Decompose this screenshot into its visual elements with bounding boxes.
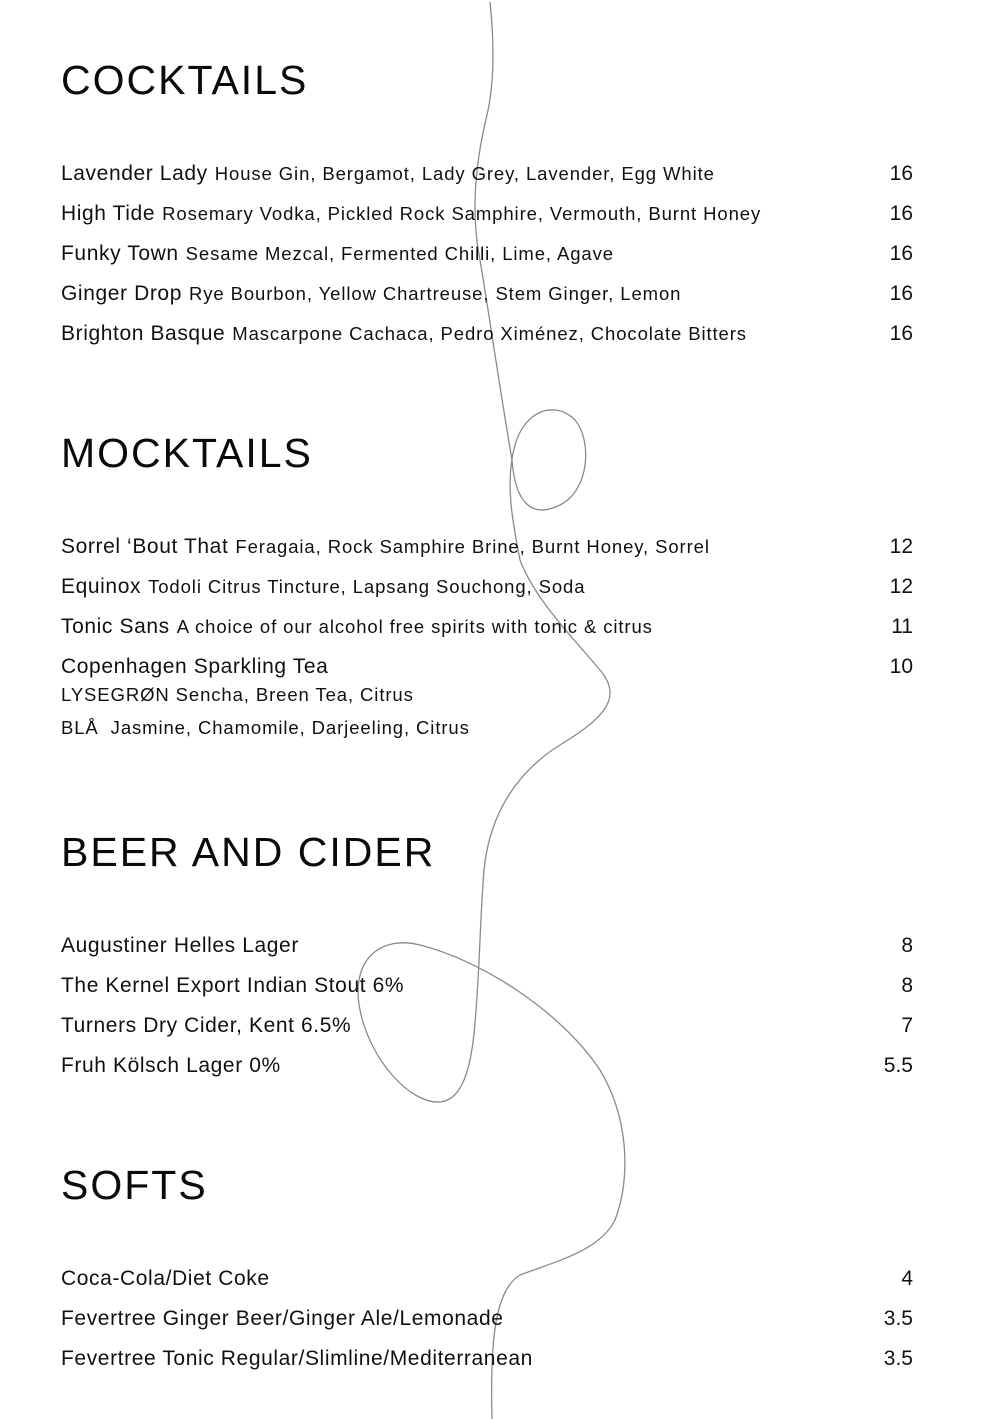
menu-item xyxy=(61,574,913,600)
item-price: 16 xyxy=(889,242,913,265)
item-description: Rye Bourbon, Yellow Chartreuse, Stem Ginger, Lemon xyxy=(188,283,682,304)
item-price: 3.5 xyxy=(883,1347,913,1370)
menu-item xyxy=(61,281,913,307)
menu-item xyxy=(61,1053,913,1079)
item-name: Fevertree Ginger Beer/Ginger Ale/Lemonade xyxy=(61,1307,504,1330)
item-description: Mascarpone Cachaca, Pedro Ximénez, Chocolate Bitters xyxy=(232,323,747,344)
section-title-mocktails: MOCKTAILS xyxy=(61,430,313,476)
item-name: Tonic Sans xyxy=(61,615,170,638)
item-description: House Gin, Bergamot, Lady Grey, Lavender, Egg White xyxy=(214,163,715,184)
item-name: Lavender Lady xyxy=(61,162,208,185)
item-name: Fruh Kölsch Lager 0% xyxy=(61,1054,281,1077)
item-price: 5.5 xyxy=(883,1054,913,1077)
section-title-cocktails: COCKTAILS xyxy=(61,57,309,103)
item-name: Funky Town xyxy=(61,242,179,265)
item-name: Augustiner Helles Lager xyxy=(61,934,299,957)
item-price: 16 xyxy=(889,162,913,185)
menu-item xyxy=(61,241,913,267)
item-name: Turners Dry Cider, Kent 6.5% xyxy=(61,1014,352,1037)
item-name: Coca-Cola/Diet Coke xyxy=(61,1267,270,1290)
menu-item xyxy=(61,1013,913,1039)
item-name: Sorrel ‘Bout That xyxy=(61,535,229,558)
item-price: 16 xyxy=(889,322,913,345)
menu-item xyxy=(61,654,913,680)
tea-option-description: Jasmine, Chamomile, Darjeeling, Citrus xyxy=(110,717,470,738)
item-price: 16 xyxy=(889,282,913,305)
item-description: Rosemary Vodka, Pickled Rock Samphire, Vermouth, Burnt Honey xyxy=(162,203,762,224)
beer-cider-section xyxy=(61,829,913,1077)
item-price: 11 xyxy=(891,615,913,638)
menu-item xyxy=(61,534,913,560)
section-title-softs: SOFTS xyxy=(61,1162,208,1208)
item-description: Sesame Mezcal, Fermented Chilli, Lime, Agave xyxy=(185,243,614,264)
mocktails-section xyxy=(61,430,913,738)
tea-option xyxy=(61,683,414,707)
item-price: 8 xyxy=(901,934,913,957)
item-price: 4 xyxy=(901,1267,913,1290)
tea-option-description: Sencha, Breen Tea, Citrus xyxy=(175,684,414,705)
item-price: 16 xyxy=(889,202,913,225)
item-name: Ginger Drop xyxy=(61,282,182,305)
menu-item xyxy=(61,933,913,959)
menu-item xyxy=(61,1346,913,1372)
item-price: 3.5 xyxy=(883,1307,913,1330)
item-description: Todoli Citrus Tincture, Lapsang Souchong, Soda xyxy=(148,576,586,597)
item-price: 12 xyxy=(889,535,913,558)
item-name: High Tide xyxy=(61,202,156,225)
cocktails-section xyxy=(61,57,913,345)
menu-item xyxy=(61,1266,913,1292)
menu-item xyxy=(61,1306,913,1332)
menu-item xyxy=(61,614,913,640)
menu-item xyxy=(61,321,913,347)
item-name: The Kernel Export Indian Stout 6% xyxy=(61,974,405,997)
item-name: Brighton Basque xyxy=(61,322,226,345)
section-title-beer-cider: BEER AND CIDER xyxy=(61,829,436,875)
item-description: A choice of our alcohol free spirits with tonic & citrus xyxy=(176,616,653,637)
item-price: 10 xyxy=(889,655,913,678)
item-price: 8 xyxy=(901,974,913,997)
tea-option-label: LYSEGRØN xyxy=(61,684,170,705)
item-name: Fevertree Tonic Regular/Slimline/Mediterranean xyxy=(61,1347,533,1370)
item-price: 7 xyxy=(901,1014,913,1037)
item-price: 12 xyxy=(889,575,913,598)
menu-item xyxy=(61,973,913,999)
tea-option xyxy=(61,716,470,740)
menu-item xyxy=(61,201,913,227)
item-description: Feragaia, Rock Samphire Brine, Burnt Honey, Sorrel xyxy=(235,536,710,557)
softs-section xyxy=(61,1162,913,1370)
menu-item xyxy=(61,161,913,187)
item-name: Equinox xyxy=(61,575,142,598)
item-name: Copenhagen Sparkling Tea xyxy=(61,655,329,678)
tea-option-label: BLÅ xyxy=(61,717,99,738)
